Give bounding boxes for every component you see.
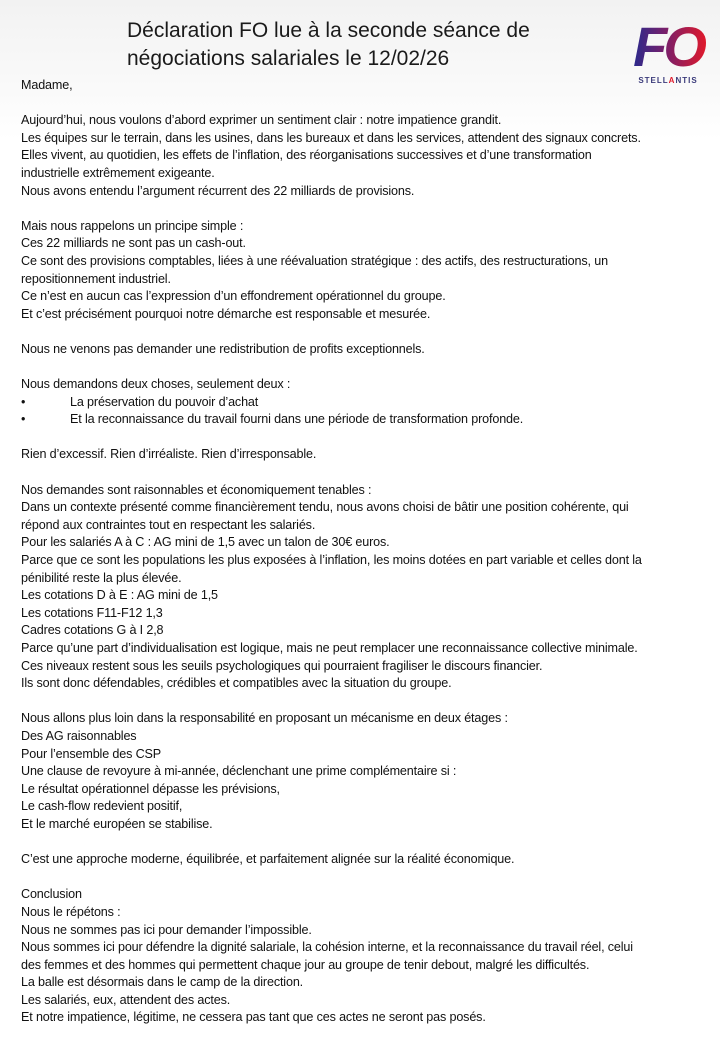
text-line: [21, 922, 720, 940]
line-text: Conclusion: [21, 887, 82, 902]
text-line: [21, 658, 720, 676]
svg-text:FO: FO: [633, 15, 703, 78]
line-text: Les cotations F11-F12 1,3: [21, 605, 163, 620]
text-line: [21, 130, 720, 148]
line-text: des femmes et des hommes qui permettent chaque jour au groupe de tenir debout, malgré les difficultés.: [21, 957, 590, 972]
text-line: [21, 710, 720, 728]
line-text: C’est une approche moderne, équilibrée, et parfaitement alignée sur la réalité économique.: [21, 852, 515, 867]
text-line: [21, 534, 720, 552]
line-text: Aujourd’hui, nous voulons d’abord exprimer un sentiment clair : notre impatience grandit.: [21, 113, 502, 128]
document-body: [21, 77, 720, 1027]
line-text: Madame,: [21, 78, 73, 92]
line-text: Nos demandes sont raisonnables et économiquement tenables :: [21, 482, 372, 497]
text-line: [21, 552, 720, 570]
bullet-item: [21, 394, 720, 412]
line-text: Ils sont donc défendables, crédibles et compatibles avec la situation du groupe.: [21, 676, 452, 691]
line-text: Nous ne sommes pas ici pour demander l’impossible.: [21, 922, 312, 937]
text-line: [21, 218, 720, 236]
text-line: [21, 376, 720, 394]
line-text: La balle est désormais dans le camp de la direction.: [21, 975, 304, 990]
fo-stellantis-logo: [628, 10, 708, 86]
line-text: répond aux contraintes tout en respectant les salariés.: [21, 517, 316, 532]
text-line: [21, 306, 720, 324]
line-text: Rien d’excessif. Rien d’irréaliste. Rien d’irresponsable.: [21, 447, 317, 462]
bullet-item: [21, 411, 720, 429]
title-line-2: négociations salariales le 12/02/26: [127, 47, 450, 70]
line-text: Elles vivent, au quotidien, les effets de l’inflation, des réorganisations successives et d’une transformation: [21, 148, 592, 163]
line-text: Parce que ce sont les populations les plus exposées à l’inflation, les moins dotées en part variable et celles dont la: [21, 553, 642, 568]
line-text: Cadres cotations G à I 2,8: [21, 623, 164, 638]
line-text: Nous avons entendu l’argument récurrent des 22 milliards de provisions.: [21, 183, 415, 198]
text-line: [21, 341, 720, 359]
title-line-1: Déclaration FO lue à la seconde séance de: [127, 19, 530, 42]
text-line: [21, 939, 720, 957]
line-text: industrielle extrêmement exigeante.: [21, 165, 215, 180]
text-line: [21, 517, 720, 535]
line-text: Ces 22 milliards ne sont pas un cash-out.: [21, 236, 246, 251]
text-line: [21, 904, 720, 922]
text-line: [21, 957, 720, 975]
text-line: [21, 974, 720, 992]
svg-text:STELLANTIS: STELLANTIS: [638, 76, 698, 85]
text-line: [21, 763, 720, 781]
text-line: [21, 499, 720, 517]
line-text: Parce qu’une part d’individualisation est logique, mais ne peut remplacer une reconnaissance collective minimale.: [21, 641, 638, 655]
line-text: Ce sont des provisions comptables, liées à une réévaluation stratégique : des actifs, des restructurations, un: [21, 253, 608, 268]
text-line: [21, 675, 720, 693]
text-line: [21, 446, 720, 464]
bullet-icon: •: [21, 412, 26, 427]
line-text: repositionnement industriel.: [21, 271, 171, 286]
text-line: [21, 253, 720, 271]
bullet-icon: •: [21, 394, 26, 409]
blank-line: [21, 464, 720, 482]
line-text: Et notre impatience, légitime, ne cessera pas tant que ces actes ne seront pas posés.: [21, 1010, 486, 1025]
line-text: Nous ne venons pas demander une redistribution de profits exceptionnels.: [21, 341, 425, 356]
text-line: [21, 816, 720, 834]
text-line: [21, 605, 720, 623]
text-line: [21, 992, 720, 1010]
text-line: [21, 640, 720, 658]
text-line: [21, 482, 720, 500]
text-line: [21, 147, 720, 165]
line-text: pénibilité reste la plus élevée.: [21, 570, 182, 585]
text-line: [21, 781, 720, 799]
line-text: Les équipes sur le terrain, dans les usines, dans les bureaux et dans les services, attendent des signaux concrets.: [21, 130, 641, 145]
line-text: Des AG raisonnables: [21, 728, 137, 743]
line-text: Et la reconnaissance du travail fourni dans une période de transformation profonde.: [70, 412, 524, 427]
blank-line: [21, 834, 720, 852]
blank-line: [21, 95, 720, 113]
blank-line: [21, 323, 720, 341]
text-line: [21, 851, 720, 869]
text-line: [21, 746, 720, 764]
line-text: Mais nous rappelons un principe simple :: [21, 218, 244, 233]
line-text: Nous sommes ici pour défendre la dignité salariale, la cohésion interne, et la reconnaissance du travail réel, celui: [21, 940, 633, 955]
line-text: Nous demandons deux choses, seulement deux :: [21, 377, 291, 392]
text-line: [21, 570, 720, 588]
line-text: Et le marché européen se stabilise.: [21, 816, 213, 831]
blank-line: [21, 429, 720, 447]
text-line: [21, 112, 720, 130]
line-text: La préservation du pouvoir d’achat: [70, 394, 259, 409]
text-line: [21, 183, 720, 201]
line-text: Les cotations D à E : AG mini de 1,5: [21, 588, 218, 603]
line-text: Nous allons plus loin dans la responsabilité en proposant un mécanisme en deux étages :: [21, 711, 508, 726]
line-text: Et c’est précisément pourquoi notre démarche est responsable et mesurée.: [21, 306, 431, 321]
line-text: Ce n’est en aucun cas l’expression d’un effondrement opérationnel du groupe.: [21, 289, 446, 304]
text-line: [21, 728, 720, 746]
text-line: [21, 77, 720, 95]
line-text: Nous le répétons :: [21, 904, 121, 919]
text-line: [21, 235, 720, 253]
blank-line: [21, 359, 720, 377]
blank-line: [21, 693, 720, 711]
text-line: [21, 165, 720, 183]
line-text: Dans un contexte présenté comme financièrement tendu, nous avons choisi de bâtir une position cohérente, qui: [21, 500, 629, 515]
line-text: Les salariés, eux, attendent des actes.: [21, 992, 231, 1007]
text-line: [21, 587, 720, 605]
text-line: [21, 622, 720, 640]
blank-line: [21, 869, 720, 887]
line-text: Le résultat opérationnel dépasse les prévisions,: [21, 781, 280, 796]
blank-line: [21, 200, 720, 218]
line-text: Pour l’ensemble des CSP: [21, 746, 162, 761]
text-line: [21, 1009, 720, 1027]
text-line: [21, 271, 720, 289]
text-line: [21, 798, 720, 816]
line-text: Une clause de revoyure à mi-année, déclenchant une prime complémentaire si :: [21, 764, 457, 779]
document-title: [127, 17, 597, 73]
line-text: Le cash-flow redevient positif,: [21, 799, 183, 814]
text-line: [21, 886, 720, 904]
line-text: Ces niveaux restent sous les seuils psychologiques qui pourraient fragiliser le discours financier.: [21, 658, 543, 673]
line-text: Pour les salariés A à C : AG mini de 1,5 avec un talon de 30€ euros.: [21, 535, 390, 550]
text-line: [21, 288, 720, 306]
